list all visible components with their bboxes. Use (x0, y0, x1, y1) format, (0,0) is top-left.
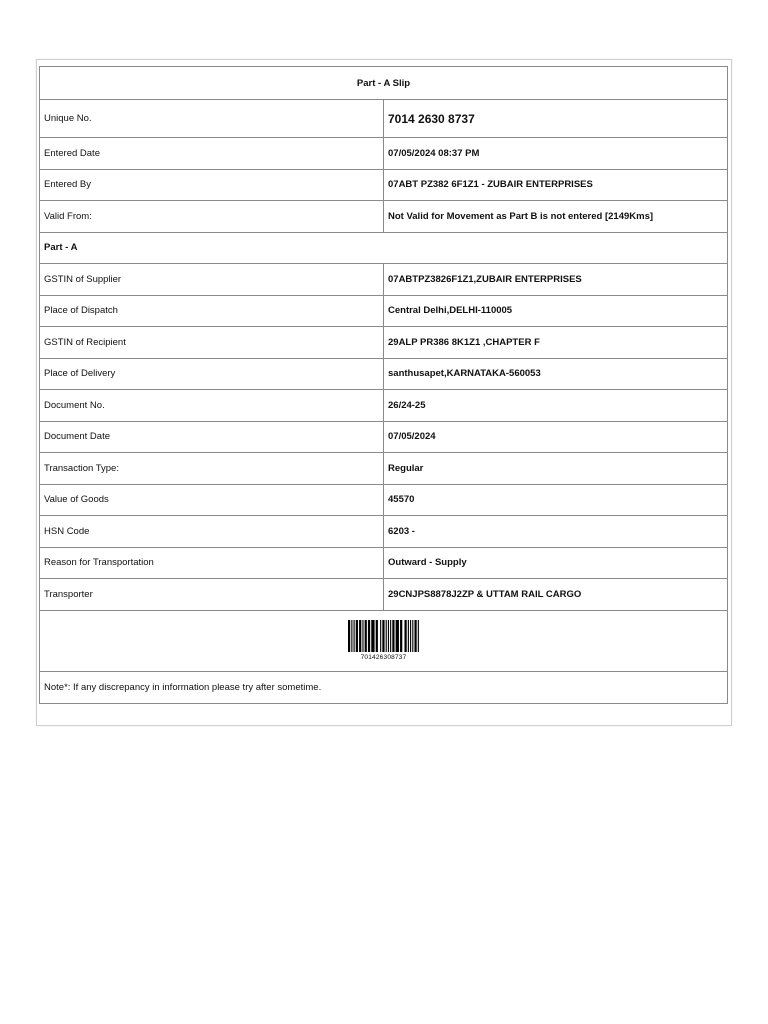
row-document-date (40, 421, 728, 453)
value-unique-no: 7014 2630 8737 (384, 100, 728, 138)
barcode-bar (417, 620, 418, 652)
row-transaction-type (40, 453, 728, 485)
barcode-bar (353, 620, 354, 652)
label-value-goods: Value of Goods (40, 484, 384, 516)
barcode (348, 620, 420, 661)
label-document-date: Document Date (40, 421, 384, 453)
value-entered-date: 07/05/2024 08:37 PM (384, 138, 728, 170)
barcode-bar (380, 620, 381, 652)
part-a-slip-table (39, 66, 728, 704)
value-transporter: 29CNJPS8878J2ZP & UTTAM RAIL CARGO (384, 579, 728, 611)
row-place-dispatch (40, 295, 728, 327)
row-entered-date (40, 138, 728, 170)
barcode-bar (395, 620, 398, 652)
row-unique-no (40, 100, 728, 138)
barcode-bar (390, 620, 391, 652)
value-valid-from: Not Valid for Movement as Part B is not entered [2149Kms] (384, 201, 728, 233)
row-gstin-recipient (40, 327, 728, 359)
row-document-no (40, 390, 728, 422)
value-place-dispatch: Central Delhi,DELHI-110005 (384, 295, 728, 327)
label-transporter: Transporter (40, 579, 384, 611)
value-place-delivery: santhusapet,KARNATAKA-560053 (384, 358, 728, 390)
barcode-bar (410, 620, 411, 652)
barcode-bar (351, 620, 352, 652)
value-transaction-type: Regular (384, 453, 728, 485)
label-entered-by: Entered By (40, 169, 384, 201)
row-valid-from (40, 201, 728, 233)
barcode-bar (407, 620, 408, 652)
label-document-no: Document No. (40, 390, 384, 422)
barcode-bar (400, 620, 402, 652)
row-section-part-a (40, 232, 728, 264)
row-transporter (40, 579, 728, 611)
label-place-dispatch: Place of Dispatch (40, 295, 384, 327)
barcode-number: 701426308737 (360, 653, 407, 661)
row-note (40, 671, 728, 703)
barcode-bar (371, 620, 374, 652)
label-unique-no: Unique No. (40, 100, 384, 138)
barcode-bar (382, 620, 384, 652)
value-reason-transport: Outward - Supply (384, 547, 728, 579)
label-place-delivery: Place of Delivery (40, 358, 384, 390)
barcode-bar (362, 620, 363, 652)
label-reason-transport: Reason for Transportation (40, 547, 384, 579)
row-gstin-supplier (40, 264, 728, 296)
row-place-delivery (40, 358, 728, 390)
row-hsn-code (40, 516, 728, 548)
barcode-bar (404, 620, 406, 652)
row-entered-by (40, 169, 728, 201)
barcode-bar (375, 620, 377, 652)
section-part-a: Part - A (40, 232, 728, 264)
row-barcode (40, 610, 728, 671)
slip-title: Part - A Slip (40, 67, 728, 100)
barcode-bar (348, 620, 350, 652)
barcode-bar (367, 620, 369, 652)
value-document-no: 26/24-25 (384, 390, 728, 422)
barcode-bar (359, 620, 361, 652)
barcode-image (348, 620, 420, 652)
value-value-goods: 45570 (384, 484, 728, 516)
barcode-bar (385, 620, 386, 652)
barcode-bar (387, 620, 388, 652)
label-transaction-type: Transaction Type: (40, 453, 384, 485)
value-hsn-code: 6203 - (384, 516, 728, 548)
value-document-date: 07/05/2024 (384, 421, 728, 453)
value-gstin-supplier: 07ABTPZ3826F1Z1,ZUBAIR ENTERPRISES (384, 264, 728, 296)
barcode-bar (414, 620, 416, 652)
label-entered-date: Entered Date (40, 138, 384, 170)
note-text: Note*: If any discrepancy in information please try after sometime. (40, 671, 728, 703)
label-gstin-recipient: GSTIN of Recipient (40, 327, 384, 359)
label-valid-from: Valid From: (40, 201, 384, 233)
barcode-bar (355, 620, 357, 652)
row-value-goods (40, 484, 728, 516)
barcode-bar (412, 620, 413, 652)
label-gstin-supplier: GSTIN of Supplier (40, 264, 384, 296)
label-hsn-code: HSN Code (40, 516, 384, 548)
barcode-bar (392, 620, 394, 652)
value-gstin-recipient: 29ALP PR386 8K1Z1 ,CHAPTER F (384, 327, 728, 359)
row-reason-transport (40, 547, 728, 579)
barcode-bar (364, 620, 366, 652)
value-entered-by: 07ABT PZ382 6F1Z1 - ZUBAIR ENTERPRISES (384, 169, 728, 201)
